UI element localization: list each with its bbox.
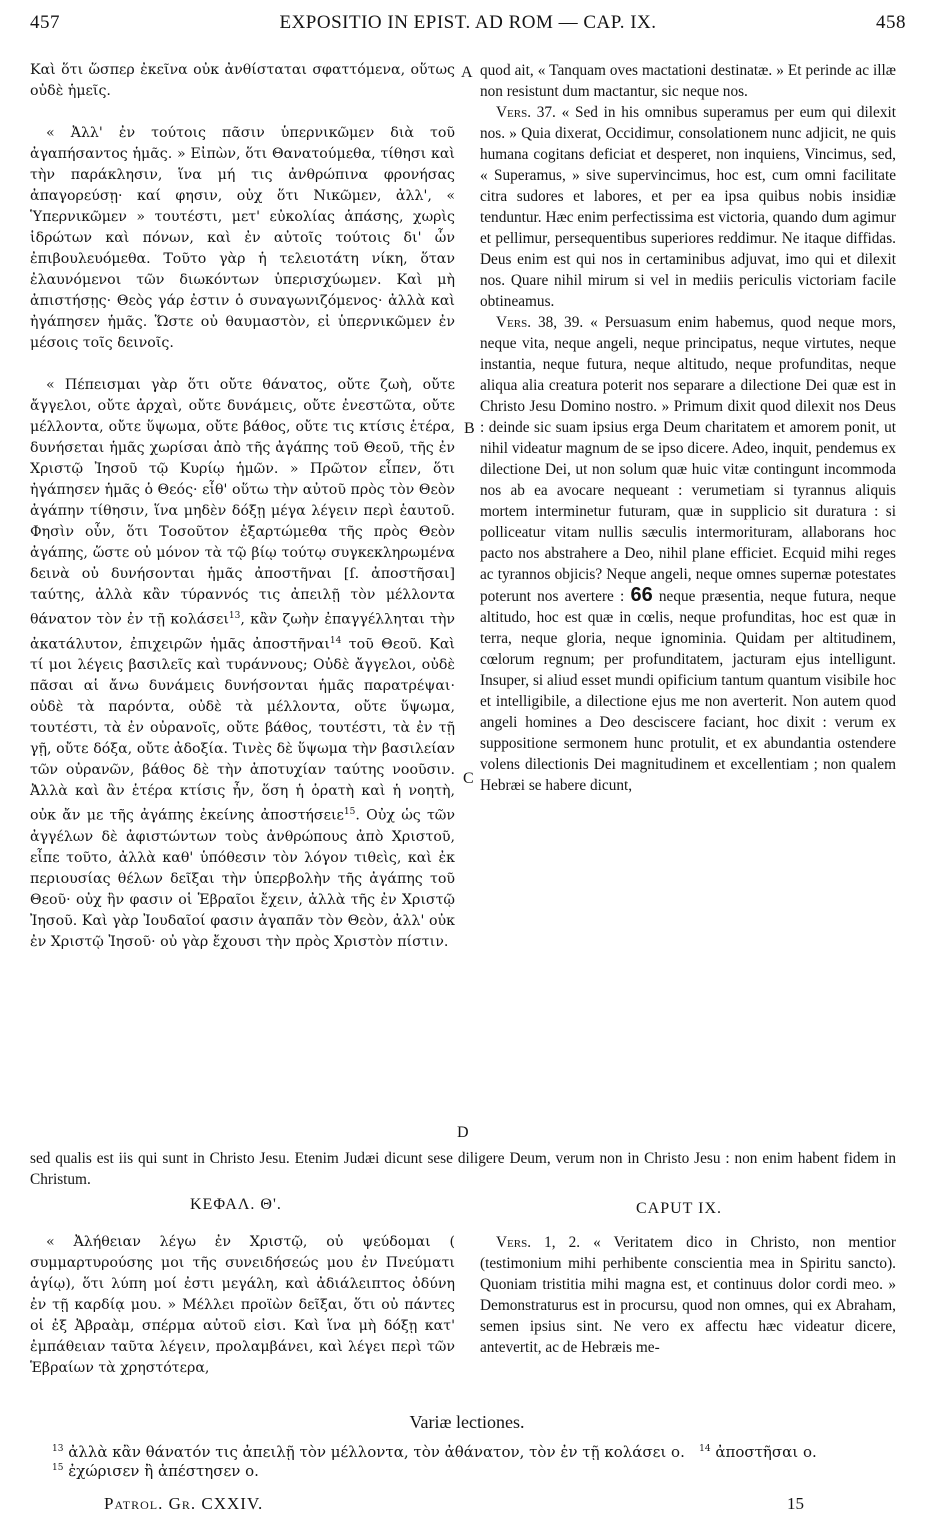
latin-text-segment: « Veritatem dico in Christo, non mentior (testimonium mihi perhibente conscientia mea in Spiritu sancto). Quoniam tristitia mihi magna est, et continuus dolor cordi meo. » Demonstraturus est in procursu, quod non omnes, qui ex Abraham, semen ipsius sint. Ne vero ex affectu hæc videatur dicere, antevertit, ac de Hebræis me-	[480, 1234, 897, 1356]
variant-number: 15	[52, 1463, 64, 1473]
verse-label-37: Vers. 37.	[496, 104, 556, 121]
margin-letter-d: D	[457, 1124, 469, 1141]
page-number-right: 458	[876, 12, 906, 33]
verse-label-38-39: Vers. 38, 39.	[496, 314, 584, 331]
greek-chapter-paragraph: « Ἀλήθειαν λέγω ἐν Χριστῷ, οὐ ψεύδομαι ( συμμαρτυρούσης μοι τῆς συνειδήσεώς μου ἐν Πνεύματι ἁγίῳ), ὅτι λύπη μοί ἐστι μεγάλη, καὶ ἀδιάλειπτος ὀδύνη ἐν τῇ καρδίᾳ μου. » Μέλλει προϊὼν δεῖξαι, ὅτι οὐ πάντες οἱ ἐξ Ἀβραὰμ, σπέρμα αὐτοῦ εἰσι. Καὶ ἵνα μὴ δόξῃ κατ' ἐμπάθειαν ταῦτα λέγειν, προλαμβάνει, καὶ λέγει περὶ τῶν Ἑβραίων τὰ χρηστότερα,	[30, 1234, 455, 1376]
margin-letter-a: A	[461, 64, 473, 81]
latin-chapter-heading: CAPUT IX.	[636, 1200, 723, 1217]
footnote-ref-15: 15	[343, 807, 356, 818]
column-marker: 66	[630, 584, 653, 606]
latin-text-segment: « Sed in his omnibus superamus per eum qui dilexit nos. » Quia dixerat, Occidimur, consolationem nunc adjicit, ne quis humana cogitans deficiat et desperet, non inquiens, Vincimus, sed, « Superamus, » sive supervincimus, hoc est, cum omni facilitate citra sudores et labores, et per ea ipsa quibus nobis insidiæ tenduntur. Hæc enim perfectissima est victoria, quando dum agimur et pellimur, persequentibus superiores reddimur. Ne itaque diffidas. Deus enim est qui nos in certaminibus adjuvat, imo qui et dilexit nos. Quare nihil mirum si vel in mediis periculis victoriam facile obtineamus.	[480, 104, 896, 310]
running-header	[30, 12, 906, 42]
greek-text-segment: , κἂν ζωὴν ἐπαγγέλληται τὴν ἀκατάλυτον, ἐπιχειρῶν ἡμᾶς ἀποστῆναι	[30, 611, 455, 653]
latin-text-segment: neque præsentia, neque futura, neque altitudo, hoc est quæ in cœlis, neque profunditas, hoc est quæ in terra, neque gloria, neque ignominia. Quidam per altitudinem, cœlorum regnum; per profunditatem, jacturam ejus intelligunt. Insuper, si aliud esset mundi opificium tantum quantum visibile hoc et intelligibile, a dilectione ejus me non averterit. Non autem quod angeli homines a Deo desciscere faciant, hoc dixit : verum ex suppositione sermonem hunc protulit, et ex abundantia ostendere volens dilectionis Dei magnitudinem et excellentiam ; non qualem Hebræi se habere dicunt,	[480, 588, 896, 794]
variant-text: ἀλλὰ κἂν θάνατόν τις ἀπειλῇ τὸν μέλλοντα, τὸν ἀθάνατον, τὸν ἐν τῇ κολάσει ο.	[63, 1443, 685, 1461]
variant-text: ἐχώρισεν ἢ ἀπέστησεν ο.	[63, 1462, 259, 1480]
running-title: EXPOSITIO IN EPIST. AD ROM — CAP. IX.	[279, 12, 657, 33]
greek-text-segment: . Οὐχ ὡς τῶν ἀγγέλων δὲ ἀφιστώντων τοὺς ἀνθρώπους ἀπὸ Χριστοῦ, εἶπε τοῦτο, ἀλλὰ καθ' ὑπόθεσιν τὸν λόγον τιθεὶς, καὶ ἐκ περιουσίας θέλων δεῖξαι τὴν ὑπερβολὴν τῆς ἀγάπης τοῦ Θεοῦ· οὐχ ἣν φασιν οἱ Ἑβραῖοι ἔχειν, ἀλλὰ τῆς ἐν Χριστῷ Ἰησοῦ. Καὶ γὰρ Ἰουδαῖοί φασιν ἀγαπᾶν τὸν Θεὸν, ἀλλ' οὐκ ἐν Χριστῷ Ἰησοῦ· οὐ γὰρ ἔχουσι τὴν πρὸς Χριστὸν πίστιν.	[30, 808, 456, 951]
footer-gathering-number: 15	[787, 1494, 804, 1513]
greek-paragraph-2: « Ἀλλ' ἐν τούτοις πᾶσιν ὑπερνικῶμεν διὰ τοῦ ἀγαπήσαντος ἡμᾶς. » Εἰπὼν, ὅτι Θανατούμεθα, τίθησι καὶ τὴν παράκλησιν, ἵνα μή τις ἀνθρώπινα φρονήσας ἀπαγορεύσῃ· καί φησιν, οὐχ ὅτι Νικῶμεν, ἀλλ', « Ὑπερνικῶμεν » τουτέστι, μετ' εὐκολίας ἁπάσης, χωρὶς ἱδρώτων καὶ πόνων, καὶ ἐν αὐτοῖς τούτοις δι' ὧν ἐπιβουλευόμεθα. Τοῦτο γὰρ ἡ τελειοτάτη νίκη, ὅταν ἐλαυνόμενοι τῶν διωκόντων ὑπερισχύωμεν. Καὶ μὴ ἀπιστήσῃς· Θεὸς γάρ ἐστιν ὁ συναγωνιζόμενος· ἀλλὰ καὶ ἠγάπησεν ἡμᾶς. Ὥστε οὐ θαυμαστὸν, εἰ ὑπερνικῶμεν ἐν μέσοις τοῖς δεινοῖς.	[30, 125, 455, 351]
greek-chapter-text	[30, 1232, 455, 1379]
latin-chapter-paragraph	[480, 1232, 896, 1358]
variant-text: ἀποστῆσαι ο.	[710, 1443, 817, 1461]
variant-number: 13	[52, 1444, 64, 1454]
latin-text-segment: « Persuasum enim habemus, quod neque mors, neque vita, neque angeli, neque principatus, neque virtutes, neque instantia, neque futura, neque altitudo, neque profunditas, neque aliqua alia creatura poterit nos separare a dilectione Dei quæ est in Christo Jesu Domino nostro. » Primum dixit quod dilexit nos Deus : deinde sic suam ipsius erga Deum charitatem et amorem ponit, ut nihil videatur magnum de se ipso dicere. Adeo, inquit, pendemus ex dilectione Dei, ut non solum quæ huic vitæ contingunt incommoda nos ab ea avocare nequeant : verumetiam si tyrannus aliquis mortem interminetur futuram, quæ in supplicio sit duratura : si polliceatur vitam nullis sæculis intermorituram, allaborans hoc pacto nos abstrahere a Deo, nihil plane efficiet. Ecquid mihi reges ac tyrannos objicis? Neque angeli, neque omnes supernæ potestates poterunt nos avertere :	[480, 314, 896, 605]
greek-text-segment: « Πέπεισμαι γὰρ ὅτι οὔτε θάνατος, οὔτε ζωὴ, οὔτε ἄγγελοι, οὔτε ἀρχαὶ, οὔτε δυνάμεις, οὔτε ἐνεστῶτα, οὔτε μέλλοντα, οὔτε ὕψωμα, οὔτε βάθος, οὔτε τις κτίσις ἑτέρα, δυνήσεται ἡμᾶς χωρίσαι ἀπὸ τῆς ἀγάπης τοῦ Θεοῦ, τῆς ἐν Χριστῷ Ἰησοῦ τῷ Κυρίῳ ἡμῶν. » Πρῶτον εἶπεν, ὅτι ἠγάπησεν ἡμᾶς ὁ Θεός· εἶθ' οὕτω τὴν αὐτοῦ πρὸς τὸν Θεὸν ἀγάπην τίθησιν, ἵνα μηδὲν δόξῃ μέγα λέγειν περὶ ἑαυτοῦ. Φησὶν οὖν, ὅτι Τοσοῦτον ἐξαρτώμεθα τῆς πρὸς Θεὸν ἀγάπης, ὥστε οὐ μόνον τὰ τῷ βίῳ τούτῳ συγκεκληρωμένα δεινὰ οὐ δυνήσονται ἡμᾶς ἀποστῆναι [ſ. ἀποστῆσαι] ταύτης, ἀλλὰ κἂν τύραννός τις ἀπειλῇ τὸν μέλλοντα θάνατον τὸν ἐν τῇ κολάσει	[30, 377, 455, 628]
footer-signature: Patrol. Gr. CXXIV.	[104, 1494, 264, 1513]
latin-paragraph-1: quod ait, « Tanquam oves mactationi destinatæ. » Et perinde ac illæ non resistunt dum mactantur, sic neque nos.	[480, 62, 896, 100]
verse-label-1-2: Vers. 1, 2.	[496, 1234, 581, 1251]
footnote-ref-13: 13	[228, 611, 241, 621]
margin-letter-c: C	[463, 770, 474, 787]
variae-lectiones-heading: Variæ lectiones.	[409, 1412, 525, 1432]
full-width-latin-line: sed qualis est iis qui sunt in Christo Jesu. Etenim Judæi dicunt sese diligere Deum, verum non in Christo Jesu : non enim habent fidem in Christum.	[30, 1150, 896, 1188]
latin-paragraph-3	[480, 312, 896, 796]
margin-letter-b: B	[464, 420, 475, 437]
greek-paragraph-1: Καὶ ὅτι ὥσπερ ἐκεῖνα οὐκ ἀνθίσταται σφαττόμενα, οὕτως οὐδὲ ἡμεῖς.	[30, 62, 455, 99]
greek-paragraph-3	[30, 375, 455, 953]
latin-column	[480, 60, 896, 796]
greek-chapter-heading: ΚΕΦΑΛ. Θ'.	[190, 1196, 282, 1213]
latin-paragraph-2	[480, 102, 896, 312]
page-number-left: 457	[30, 12, 60, 33]
variant-reading-13-14	[52, 1440, 896, 1461]
footnote-ref-14: 14	[329, 635, 342, 646]
greek-text-segment: τοῦ Θεοῦ. Καὶ τί μοι λέγεις βασιλεῖς καὶ τυράννους; Οὐδὲ ἄγγελοι, οὐδὲ πᾶσαι αἱ ἄνω δυνάμεις δυνήσονται ἡμᾶς παρατρέψαι· οὐδὲ τὰ παρόντα, οὐδὲ τὰ μέλλοντα, οὔτε ὕψωμα, τουτέστι, τὰ ἐν οὐρανοῖς, οὔτε βάθος, τουτέστι, τὰ ἐν τῇ γῇ, οὔτε δόξα, οὔτε ἀδοξία. Τινὲς δὲ ὕψωμα τὴν βασιλείαν τῶν οὐρανῶν, βάθος δὲ τὴν ἀποτυχίαν ταύτης νοοῦσιν. Ἀλλὰ καὶ ἂν ἑτέρα κτίσις ἦν, ὅση ἡ ὁρατὴ καὶ ἡ νοητὴ, οὐκ ἄν με τῆς ἀγάπης ἐκείνης ἀποστήσειε	[30, 636, 455, 825]
variant-number: 14	[699, 1444, 711, 1454]
latin-chapter-text	[480, 1232, 896, 1358]
greek-column	[30, 60, 455, 953]
variant-reading-15	[52, 1459, 896, 1480]
